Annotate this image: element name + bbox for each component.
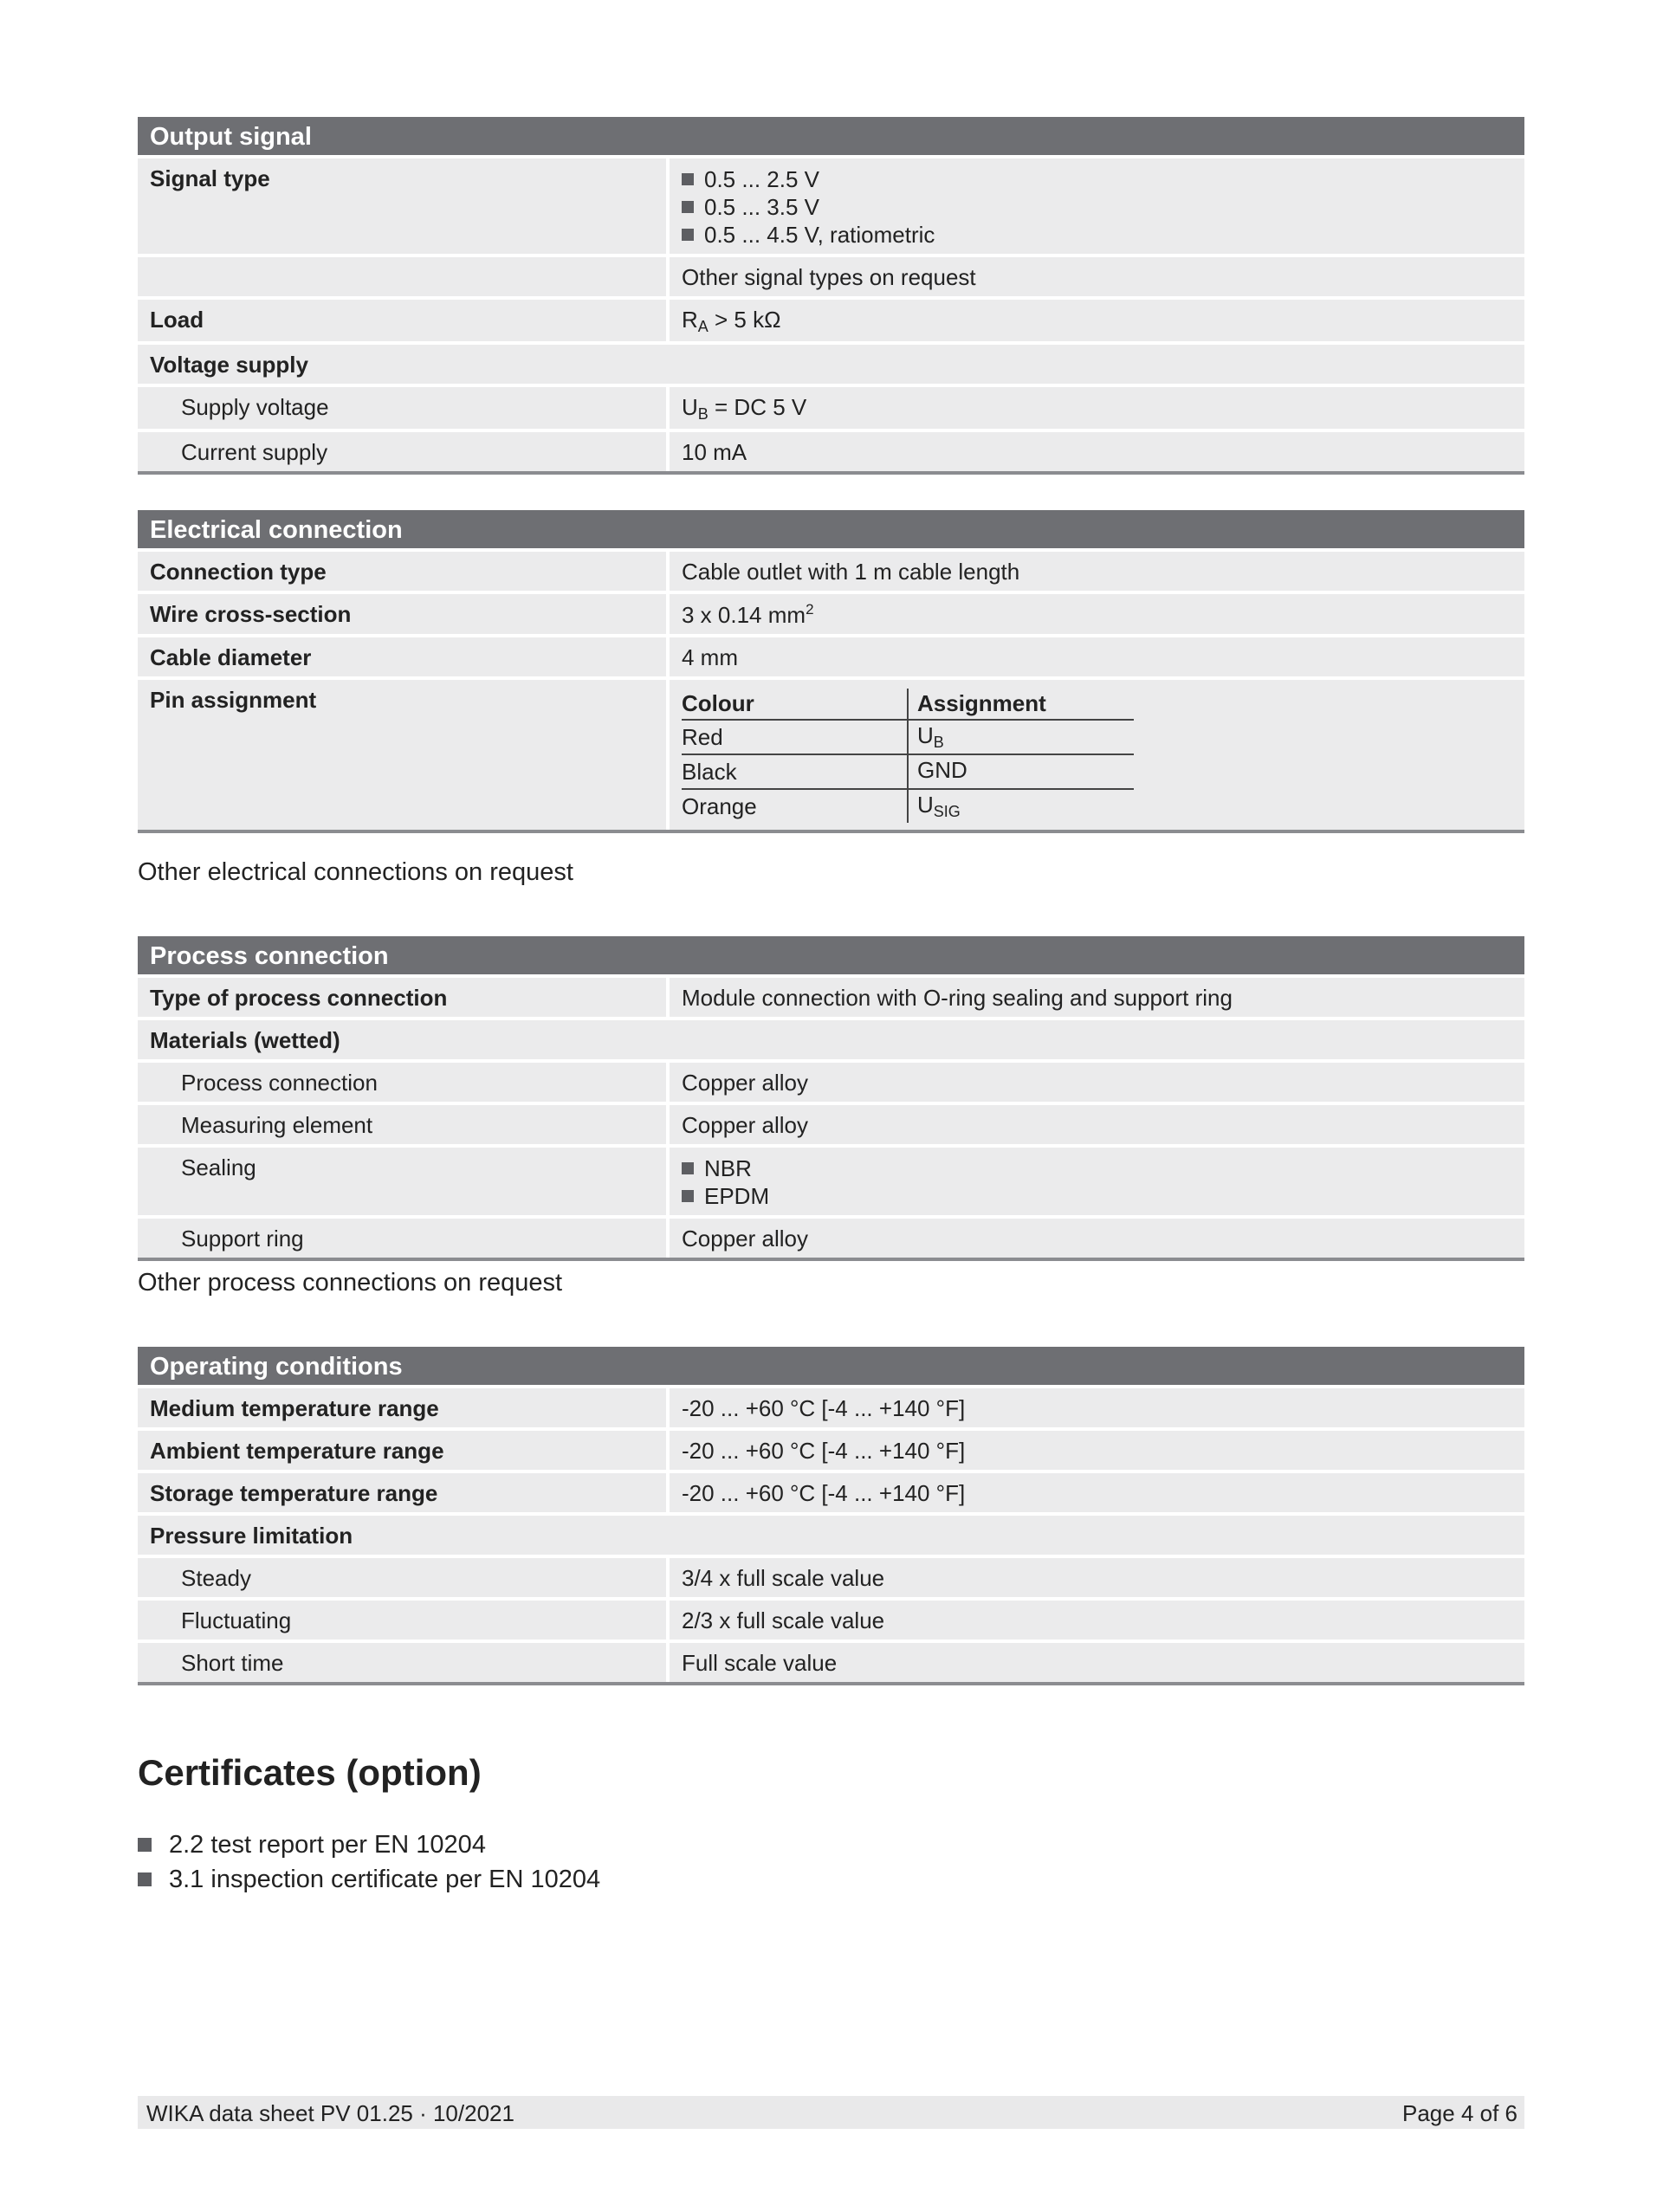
process-conn-value: Copper alloy (670, 1063, 1524, 1102)
fluctuating-value: 2/3 x full scale value (670, 1601, 1524, 1640)
bullet-square-icon (138, 1838, 152, 1852)
storage-temp-row (138, 1473, 1524, 1512)
operating-conditions-section (138, 1347, 1524, 1685)
table-row: Black GND (682, 754, 1134, 789)
voltage-supply-label: Voltage supply (138, 345, 1524, 384)
pressure-limitation-row (138, 1516, 1524, 1555)
short-time-value: Full scale value (670, 1643, 1524, 1682)
support-value: Copper alloy (670, 1219, 1524, 1258)
ambient-temp-value: -20 ... +60 °C [-4 ... +140 °F] (670, 1431, 1524, 1470)
bullet-square-icon (682, 229, 694, 241)
list-item: EPDM (682, 1182, 1524, 1210)
medium-temp-row (138, 1388, 1524, 1427)
signal-type-values (670, 158, 1524, 254)
pin-header-colour: Colour (682, 689, 908, 720)
table-row: Red $U_B$ (682, 720, 1134, 754)
supply-voltage-value: $U_B$ = DC 5 V (670, 387, 1524, 429)
sealing-row (138, 1148, 1524, 1215)
certificates-title: Certificates (option) (138, 1752, 482, 1793)
measuring-row (138, 1105, 1524, 1144)
list-item: NBR (682, 1155, 1524, 1182)
voltage-supply-row (138, 345, 1524, 384)
pin-header-assignment: Assignment (908, 689, 1134, 720)
support-label: Support ring (138, 1219, 666, 1258)
process-conn-row (138, 1063, 1524, 1102)
materials-label: Materials (wetted) (138, 1020, 1524, 1059)
process-connection-section (138, 936, 1524, 1261)
pin-assignment-label: Pin assignment (138, 680, 666, 830)
short-time-row (138, 1643, 1524, 1682)
current-supply-value: 10 mA (670, 432, 1524, 471)
cable-diameter-row (138, 637, 1524, 676)
signal-type-row (138, 158, 1524, 254)
list-item: 0.5 ... 4.5 V, ratiometric (682, 221, 1524, 249)
bullet-square-icon (138, 1872, 152, 1886)
support-row (138, 1219, 1524, 1258)
table-row: Orange $U_{SIG}$ (682, 789, 1134, 823)
process-type-value: Module connection with O-ring sealing and support ring (670, 978, 1524, 1017)
cable-diameter-value: 4 mm (670, 637, 1524, 676)
signal-type-label: Signal type (138, 158, 666, 254)
load-label: Load (138, 300, 666, 341)
bullet-square-icon (682, 173, 694, 185)
page-footer (138, 2096, 1524, 2129)
operating-conditions-header: Operating conditions (138, 1347, 1524, 1385)
medium-temp-label: Medium temperature range (138, 1388, 666, 1427)
steady-row (138, 1558, 1524, 1597)
ambient-temp-label: Ambient temperature range (138, 1431, 666, 1470)
pressure-limitation-label: Pressure limitation (138, 1516, 1524, 1555)
load-row (138, 300, 1524, 341)
electrical-connection-section (138, 510, 1524, 833)
materials-row (138, 1020, 1524, 1059)
footer-doc-ref: WIKA data sheet PV 01.25 · 10/2021 (146, 2100, 514, 2126)
list-item: 2.2 test report per EN 10204 (138, 1827, 600, 1862)
sealing-label: Sealing (138, 1148, 666, 1215)
output-signal-section (138, 117, 1524, 475)
fluctuating-row (138, 1601, 1524, 1640)
current-supply-row (138, 432, 1524, 471)
signal-other-value: Other signal types on request (670, 257, 1524, 296)
steady-value: 3/4 x full scale value (670, 1558, 1524, 1597)
measuring-value: Copper alloy (670, 1105, 1524, 1144)
electrical-note: Other electrical connections on request (138, 858, 573, 886)
list-item: 0.5 ... 3.5 V (682, 193, 1524, 221)
process-note: Other process connections on request (138, 1269, 563, 1297)
medium-temp-value: -20 ... +60 °C [-4 ... +140 °F] (670, 1388, 1524, 1427)
list-item: 3.1 inspection certificate per EN 10204 (138, 1862, 600, 1897)
cable-diameter-label: Cable diameter (138, 637, 666, 676)
load-value: $R_A > 5$ kΩ (670, 300, 1524, 341)
current-supply-label: Current supply (138, 432, 666, 471)
bullet-square-icon (682, 1190, 694, 1202)
bullet-square-icon (682, 1162, 694, 1174)
storage-temp-value: -20 ... +60 °C [-4 ... +140 °F] (670, 1473, 1524, 1512)
output-signal-header: Output signal (138, 117, 1524, 155)
process-connection-header: Process connection (138, 936, 1524, 974)
signal-other-row (138, 257, 1524, 296)
measuring-label: Measuring element (138, 1105, 666, 1144)
bullet-square-icon (682, 201, 694, 213)
connection-type-label: Connection type (138, 552, 666, 591)
footer-page-number: Page 4 of 6 (1402, 2100, 1517, 2126)
process-type-row (138, 978, 1524, 1017)
pin-assignment-table (682, 689, 1134, 823)
connection-type-row (138, 552, 1524, 591)
supply-voltage-label: Supply voltage (138, 387, 666, 429)
connection-type-value: Cable outlet with 1 m cable length (670, 552, 1524, 591)
supply-voltage-row (138, 387, 1524, 429)
electrical-connection-header: Electrical connection (138, 510, 1524, 548)
process-conn-label: Process connection (138, 1063, 666, 1102)
wire-label: Wire cross-section (138, 594, 666, 634)
empty-cell (138, 257, 666, 296)
fluctuating-label: Fluctuating (138, 1601, 666, 1640)
ambient-temp-row (138, 1431, 1524, 1470)
pin-assignment-cell (670, 680, 1524, 830)
certificates-list (138, 1827, 600, 1897)
list-item: 0.5 ... 2.5 V (682, 165, 1524, 193)
pin-assignment-row (138, 680, 1524, 830)
steady-label: Steady (138, 1558, 666, 1597)
wire-row (138, 594, 1524, 634)
sealing-values (670, 1148, 1524, 1215)
wire-value: 3 x 0.14 $mm^2$ (670, 594, 1524, 634)
short-time-label: Short time (138, 1643, 666, 1682)
process-type-label: Type of process connection (138, 978, 666, 1017)
storage-temp-label: Storage temperature range (138, 1473, 666, 1512)
